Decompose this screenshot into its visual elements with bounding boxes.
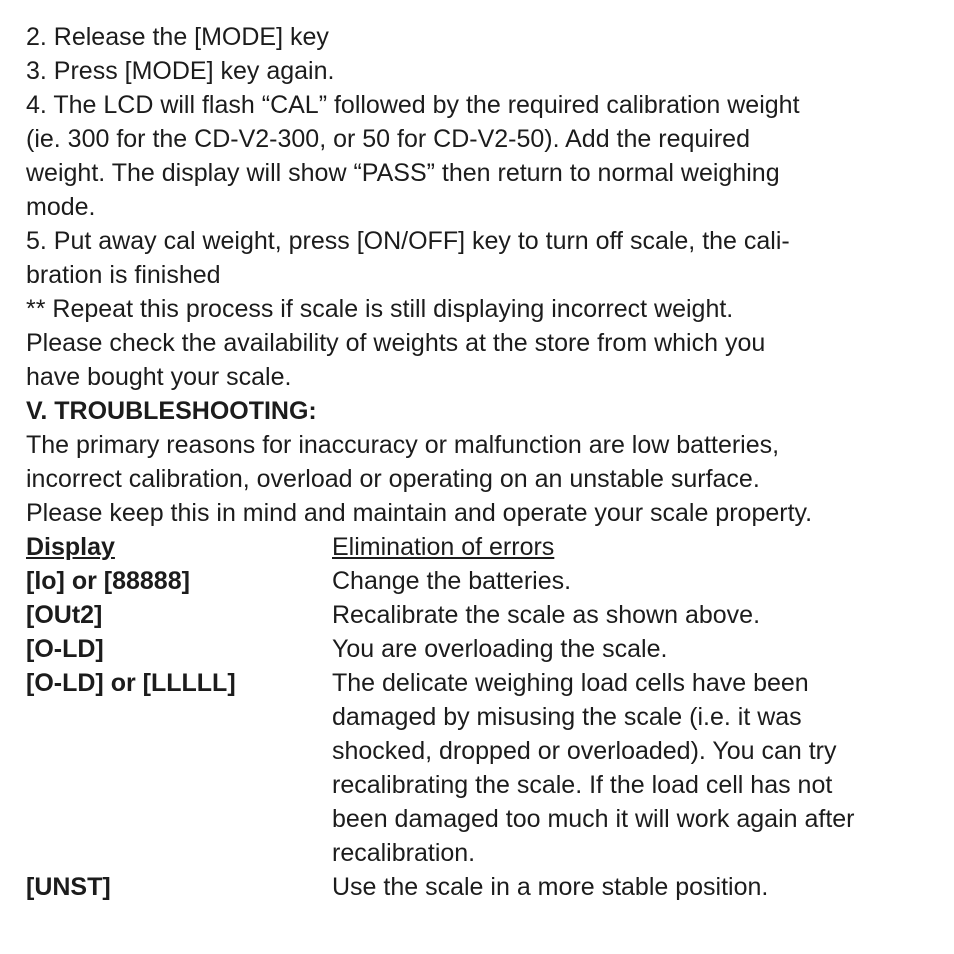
step-5: 5. Put away cal weight, press [ON/OFF] key to turn off scale, the cali- bration is finished bbox=[26, 227, 790, 289]
header-elimination-label: Elimination of errors bbox=[332, 533, 555, 561]
step-3: 3. Press [MODE] key again. bbox=[26, 57, 335, 85]
display-code: [lo] or [88888] bbox=[26, 567, 190, 595]
repeat-note: ** Repeat this process if scale is still displaying incorrect weight. Please check the availability of weights at the store from which you have bought your scale. bbox=[26, 295, 766, 391]
table-row bbox=[26, 632, 936, 666]
elimination-text: The delicate weighing load cells have been damaged by misusing the scale (i.e. it was shocked, dropped or overloaded). You can try recalibrating the scale. If the load cell has not been damaged too much it will work again after recalibration. bbox=[332, 669, 855, 867]
display-code: [O-LD] bbox=[26, 635, 104, 663]
step-2: 2. Release the [MODE] key bbox=[26, 23, 329, 51]
elimination-text: Use the scale in a more stable position. bbox=[332, 873, 769, 901]
troubleshooting-table bbox=[26, 530, 936, 904]
step-4: 4. The LCD will flash “CAL” followed by the required calibration weight (ie. 300 for the CD-V2-300, or 50 for CD-V2-50). Add the required weight. The display will show “PASS” then return to normal weighing mode. bbox=[26, 91, 800, 221]
troubleshooting-heading: V. TROUBLESHOOTING: bbox=[26, 397, 317, 425]
header-display-cell bbox=[26, 530, 332, 564]
table-row bbox=[26, 870, 936, 904]
display-code: [UNST] bbox=[26, 873, 111, 901]
elimination-text: You are overloading the scale. bbox=[332, 635, 668, 663]
header-display-label: Display bbox=[26, 533, 115, 561]
table-row bbox=[26, 666, 936, 870]
troubleshooting-intro: The primary reasons for inaccuracy or malfunction are low batteries, incorrect calibration, overload or operating on an unstable surface. Please keep this in mind and maintain and operate your scale property. bbox=[26, 431, 813, 527]
elimination-text: Change the batteries. bbox=[332, 567, 572, 595]
display-code: [OUt2] bbox=[26, 601, 103, 629]
table-row bbox=[26, 598, 936, 632]
document-page bbox=[26, 20, 936, 904]
elimination-text: Recalibrate the scale as shown above. bbox=[332, 601, 761, 629]
table-row bbox=[26, 564, 936, 598]
table-header-row bbox=[26, 530, 936, 564]
display-code: [O-LD] or [LLLLL] bbox=[26, 669, 236, 697]
